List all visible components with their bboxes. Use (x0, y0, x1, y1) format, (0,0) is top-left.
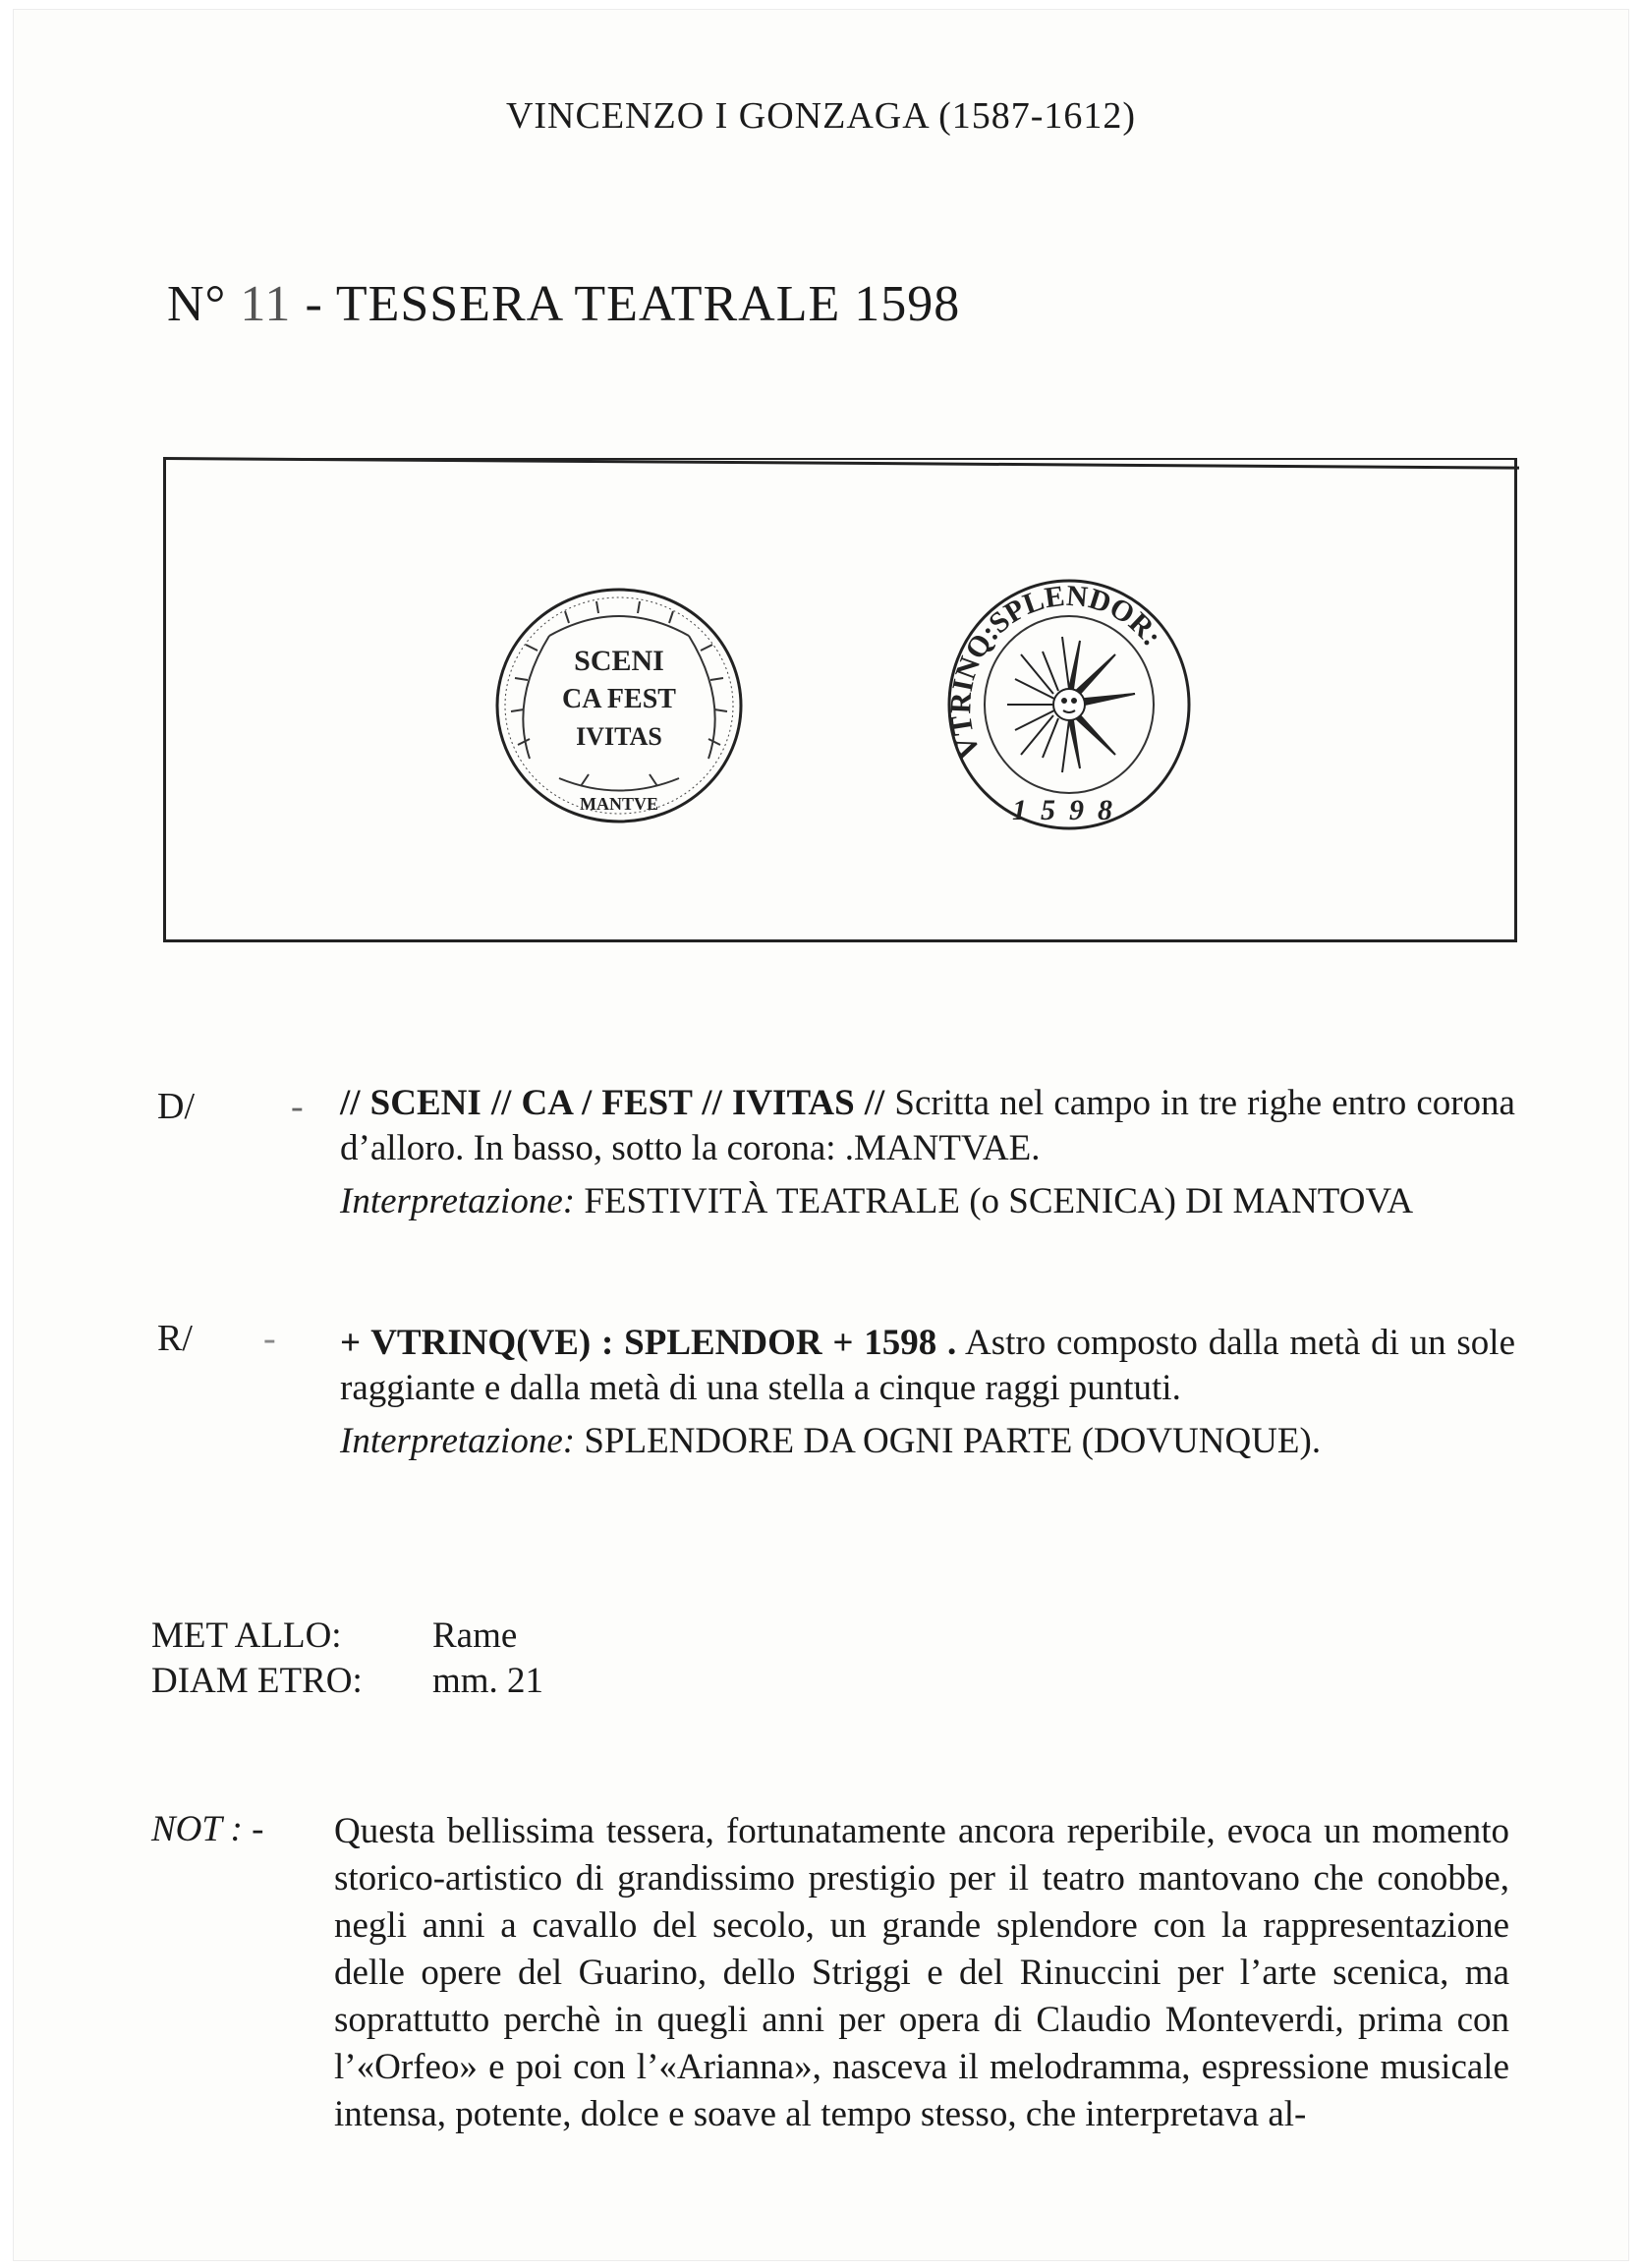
obverse-desc-text: Scritta nel campo in tre righe entro corona d’alloro. In basso, sotto la corona: .MANTVAE. (340, 1083, 1515, 1168)
page-heading: VINCENZO I GONZAGA (1587-1612) (505, 95, 1137, 137)
title-number: 11 (240, 276, 292, 332)
obverse-tag: D/ (157, 1086, 195, 1127)
reverse-interpretation (340, 1419, 1515, 1464)
reverse-description (340, 1321, 1515, 1464)
note-label (151, 1808, 263, 1850)
note-label-text: NOT : (151, 1809, 243, 1849)
title-rest: - TESSERA TEATRALE 1598 (305, 276, 961, 332)
diameter-value: mm. 21 (432, 1661, 544, 1701)
title-prefix: N° (167, 276, 227, 332)
reverse-desc-text: Astro composto dalla metà di un sole raggiante e dalla metà di una stella a cinque raggi puntuti. (340, 1323, 1516, 1408)
note-text: Questa bellissima tessera, fortunatamente ancora reperibile, evoca un momento storico-artistico di grandissimo prestigio per il teatro mantovano che conobbe, negli anni a cavallo del secolo, un grande splendore con la rappresentazione delle opere del Guarino, dello Striggi e del Rinuccini per l’arte scenica, ma soprattutto perchè in quegli anni per opera di Claudio Monteverdi, prima con l’«Orfeo» e poi con l’«Arianna», nasceva il melodramma, espressione musicale intensa, potente, dolce e soave al tempo stesso, che interpretava al- (334, 1811, 1509, 2134)
note-dash: - (252, 1809, 264, 1849)
obverse-description (340, 1081, 1515, 1224)
coin-figure-frame (163, 458, 1517, 942)
svg-text:VTRINQ:SPLENDOR: (944, 580, 1168, 763)
obverse-dash: - (291, 1086, 304, 1127)
reverse-interp-label: Interpretazione: (340, 1421, 576, 1461)
obverse-text (340, 1081, 1515, 1171)
metal-label: MET ALLO: (151, 1616, 342, 1656)
obverse-legend: // SCENI // CA / FEST // IVITAS // (340, 1083, 885, 1123)
reverse-interp-text: SPLENDORE DA OGNI PARTE (DOVUNQUE). (575, 1421, 1322, 1461)
obverse-interp-label: Interpretazione: (340, 1181, 576, 1221)
reverse-dash: - (263, 1318, 276, 1359)
diameter-label: DIAM ETRO: (151, 1661, 363, 1701)
obverse-bottom-legend: MANTVE (580, 794, 658, 814)
frame-top-line (163, 457, 1519, 480)
metal-value: Rame (432, 1616, 518, 1656)
reverse-coin-drawing (942, 576, 1196, 833)
specs-block (151, 1614, 543, 1704)
diameter-row (151, 1659, 543, 1704)
obverse-line-1: SCENI (574, 645, 664, 677)
obverse-interpretation (340, 1179, 1515, 1224)
reverse-text (340, 1321, 1515, 1411)
reverse-legend-text: + VTRINQ(VE) : SPLENDOR + 1598 . (340, 1323, 957, 1363)
reverse-legend: VTRINQ:SPLENDOR: (944, 579, 1169, 763)
obverse-interp-text: FESTIVITÀ TEATRALE (o SCENICA) DI MANTOVA (575, 1181, 1414, 1221)
obverse-line-2: CA FEST (562, 684, 676, 714)
obverse-coin-drawing (490, 582, 748, 829)
reverse-tag: R/ (157, 1318, 193, 1359)
obverse-line-3: IVITAS (576, 722, 662, 751)
metal-row (151, 1614, 543, 1659)
reverse-year: 1598 (1012, 794, 1126, 826)
catalog-title (167, 275, 960, 333)
